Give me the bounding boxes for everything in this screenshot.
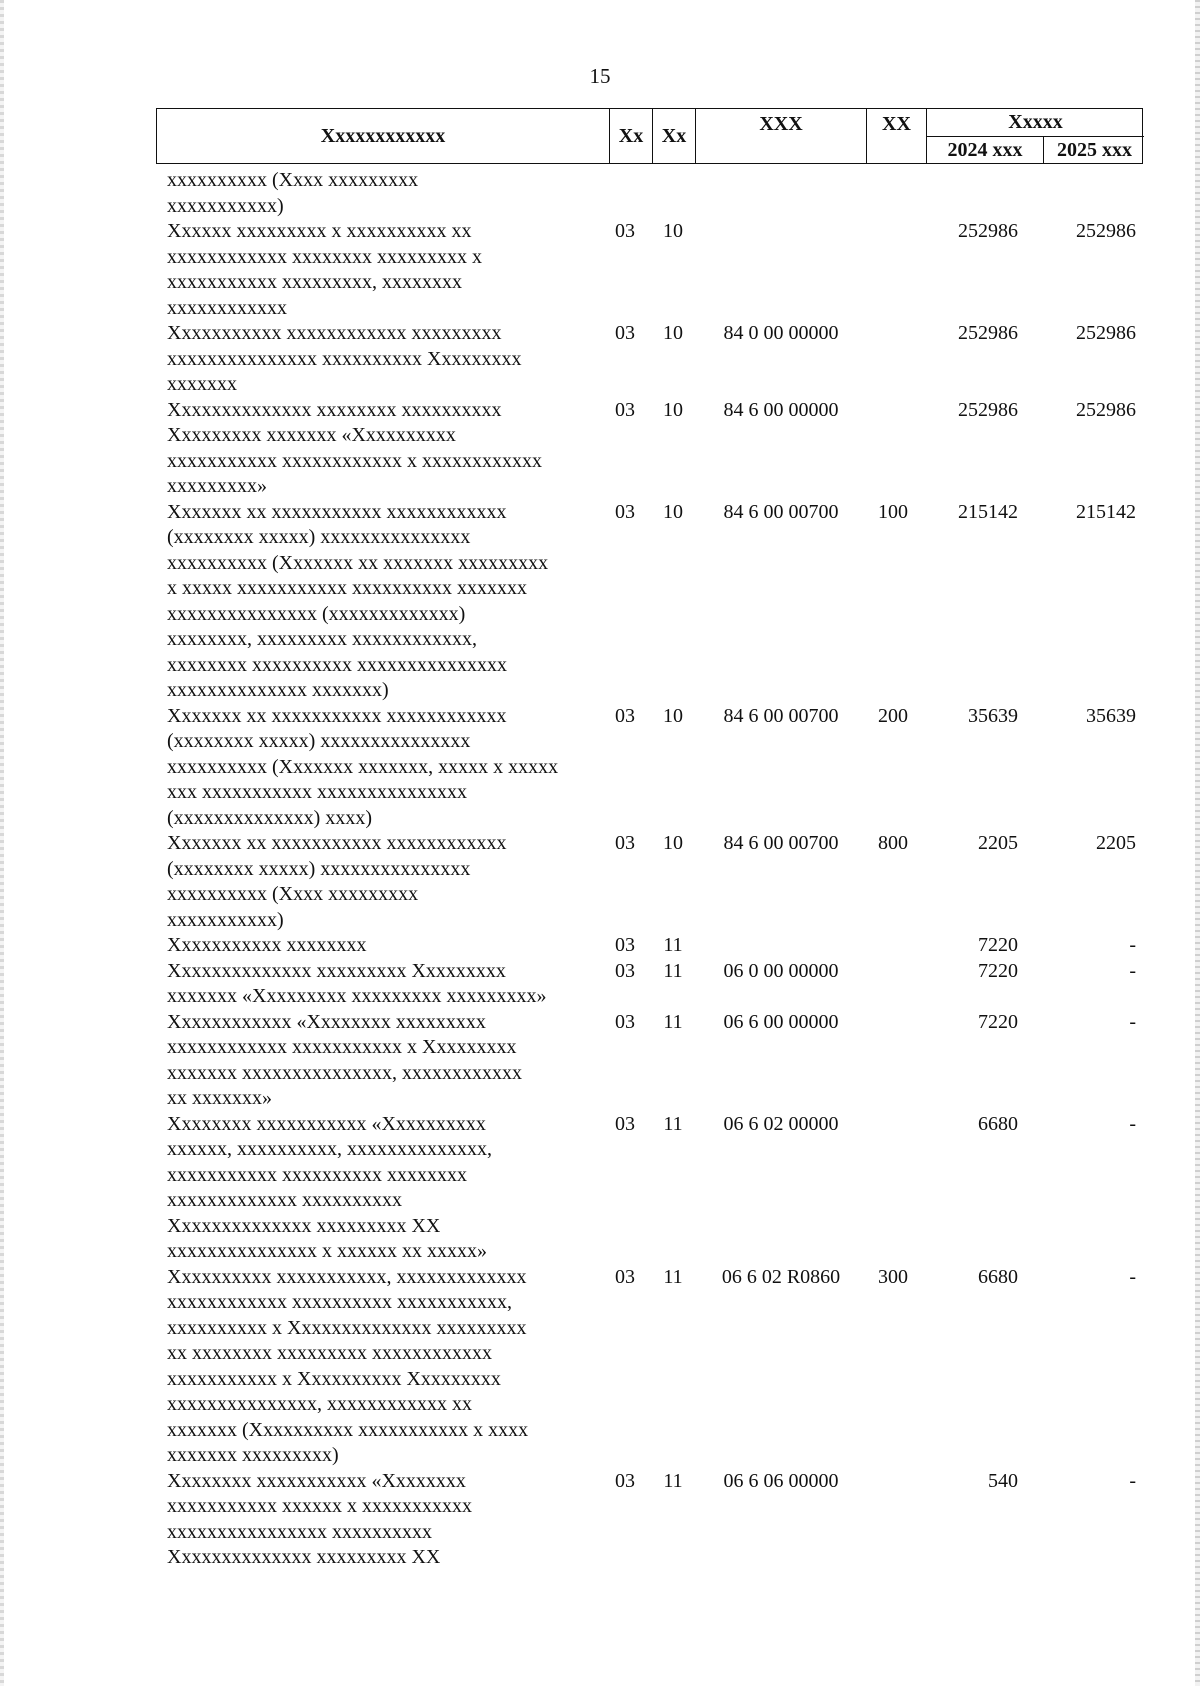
row-sum-2024: 6680 — [978, 1112, 1018, 1135]
table-row — [0, 933, 1200, 959]
row-pr: 11 — [663, 1112, 683, 1135]
row-name: xxxxxxxxxx (Xxxx xxxxxxxxx xxxxxxxxxxx) — [167, 169, 419, 217]
row-pr: 11 — [663, 934, 683, 956]
row-name: Xxxxxxx xx xxxxxxxxxxx xxxxxxxxxxxx (xxxxxxxx xxxxx) xxxxxxxxxxxxxxx xxxxxxxxxx (Xxxx xxxxxxxxx xxxxxxxxxxx) — [167, 832, 507, 931]
row-pr: 11 — [663, 959, 683, 982]
row-csr: 06 0 00 00000 — [723, 959, 839, 982]
table-body — [0, 168, 1200, 1571]
row-sum-2025: 252986 — [1076, 398, 1136, 421]
row-pr: 10 — [663, 322, 683, 344]
row-pr: 10 — [663, 500, 683, 523]
row-sum-2025: - — [1129, 1469, 1136, 1492]
row-pr: 10 — [663, 704, 683, 727]
row-name: Xxxxxxxxxxx xxxxxxxxxxxx xxxxxxxxx xxxxxxxxxxxxxxx xxxxxxxxxx Xxxxxxxxx xxxxxxx — [167, 322, 522, 395]
row-pr: 10 — [663, 220, 683, 242]
table-row — [0, 1112, 1200, 1265]
row-csr: 84 6 00 00700 — [723, 704, 839, 727]
row-pr: 11 — [663, 1010, 683, 1033]
row-pr: 11 — [663, 1469, 683, 1492]
row-rz: 03 — [615, 1265, 635, 1288]
table-row — [0, 398, 1200, 500]
row-rz: 03 — [615, 398, 635, 421]
row-sum-2024: 252986 — [958, 398, 1018, 421]
header-sum: Xxxxx — [927, 109, 1144, 137]
header-csr: XXX — [695, 109, 866, 163]
row-sum-2025: 2205 — [1096, 832, 1136, 854]
row-pr: 11 — [663, 1265, 683, 1288]
row-pr: 10 — [663, 832, 683, 854]
row-sum-2024: 7220 — [978, 959, 1018, 982]
table-row — [0, 168, 1200, 219]
row-csr: 06 6 06 00000 — [723, 1469, 839, 1492]
header-pr: Xx — [652, 109, 695, 163]
table-row — [0, 959, 1200, 1010]
row-pr: 10 — [663, 398, 683, 421]
row-csr: 06 6 00 00000 — [723, 1010, 839, 1033]
row-name: Xxxxxxxx xxxxxxxxxxx «Xxxxxxxx xxxxxxxxxxx xxxxxx x xxxxxxxxxxx xxxxxxxxxxxxxxxx xxxxxxxxxx Xxxxxxxxxxxxxx xxxxxxxxx XX — [167, 1469, 472, 1568]
header-name: Xxxxxxxxxxxx — [320, 124, 446, 147]
row-sum-2025: - — [1129, 959, 1136, 982]
row-sum-2024: 252986 — [958, 220, 1018, 242]
row-vr: 100 — [878, 500, 908, 523]
table-row — [0, 219, 1200, 321]
table-row — [0, 704, 1200, 832]
row-vr: 200 — [878, 704, 908, 727]
row-rz: 03 — [615, 1010, 635, 1033]
row-csr: 84 0 00 00000 — [723, 322, 839, 344]
row-sum-2024: 252986 — [958, 322, 1018, 344]
row-name: Xxxxxxxxxxxx «Xxxxxxxx xxxxxxxxx xxxxxxxxxxxx xxxxxxxxxxx x Xxxxxxxxx xxxxxxx xxxxxxxxxxxxxxx, xxxxxxxxxxxx xx xxxxxxx» — [167, 1010, 522, 1109]
header-rz: Xx — [609, 109, 652, 163]
table-row — [0, 321, 1200, 398]
row-name: Xxxxxxxxxxxxxx xxxxxxxx xxxxxxxxxx Xxxxxxxxx xxxxxxx «Xxxxxxxxxx xxxxxxxxxxx xxxxxxxxxxxx x xxxxxxxxxxxx xxxxxxxxx» — [167, 398, 542, 497]
header-vr: XX — [866, 109, 926, 163]
row-sum-2024: 540 — [988, 1469, 1018, 1492]
row-sum-2025: - — [1129, 934, 1136, 956]
row-rz: 03 — [615, 500, 635, 523]
row-sum-2024: 6680 — [978, 1265, 1018, 1288]
row-name: Xxxxxxx xx xxxxxxxxxxx xxxxxxxxxxxx (xxxxxxxx xxxxx) xxxxxxxxxxxxxxx xxxxxxxxxx (Xxxxxxx xxxxxxx, xxxxx x xxxxx xxx xxxxxxxxxxx xxxxxxxxxxxxxxx (xxxxxxxxxxxxxx) xxxx) — [167, 704, 559, 829]
row-name: Xxxxxx xxxxxxxxx x xxxxxxxxxx xx xxxxxxxxxxxx xxxxxxxx xxxxxxxxx x xxxxxxxxxxx xxxxxxxxx, xxxxxxxx xxxxxxxxxxxx — [167, 220, 482, 319]
row-sum-2025: - — [1129, 1265, 1136, 1288]
table-header — [156, 108, 1143, 164]
row-name: Xxxxxxx xx xxxxxxxxxxx xxxxxxxxxxxx (xxxxxxxx xxxxx) xxxxxxxxxxxxxxx xxxxxxxxxx (Xxxxxxx xx xxxxxxx xxxxxxxxx x xxxxx xxxxxxxxxxx xxxxxxxxxx xxxxxxx xxxxxxxxxxxxxxx (xxxxxxxxxxxxx) xxxxxxxx, xxxxxxxxx xxxxxxxxxxxx, xxxxxxxx xxxxxxxxxx xxxxxxxxxxxxxxx xxxxxxxxxxxxxx xxxxxxx) — [167, 500, 549, 701]
row-rz: 03 — [615, 959, 635, 982]
row-name: Xxxxxxxxxxx xxxxxxxx — [167, 934, 367, 956]
row-sum-2025: 252986 — [1076, 220, 1136, 242]
row-sum-2024: 7220 — [978, 934, 1018, 956]
row-name: Xxxxxxxx xxxxxxxxxxx «Xxxxxxxxxx xxxxxx, xxxxxxxxxx, xxxxxxxxxxxxxx, xxxxxxxxxxx xxxxxxxxxx xxxxxxxx xxxxxxxxxxxxx xxxxxxxxxx Xxxxxxxxxxxxxx xxxxxxxxx XX xxxxxxxxxxxxxxx x xxxxxx xx xxxxx» — [167, 1112, 492, 1262]
page-number: 15 — [589, 64, 611, 88]
row-sum-2025: 35639 — [1086, 704, 1136, 727]
row-csr: 06 6 02 R0860 — [721, 1265, 841, 1288]
row-sum-2025: - — [1129, 1010, 1136, 1033]
table-row — [0, 1265, 1200, 1469]
row-sum-2025: 252986 — [1076, 322, 1136, 344]
row-rz: 03 — [615, 1112, 635, 1135]
row-sum-2025: - — [1129, 1112, 1136, 1135]
table-row — [0, 1469, 1200, 1571]
row-name: Xxxxxxxxxxxxxx xxxxxxxxx Xxxxxxxxx xxxxxxx «Xxxxxxxxx xxxxxxxxx xxxxxxxxx» — [167, 959, 547, 1007]
row-sum-2024: 35639 — [968, 704, 1018, 727]
row-csr: 84 6 00 00700 — [723, 832, 839, 854]
row-rz: 03 — [615, 1469, 635, 1492]
table-row — [0, 1010, 1200, 1112]
row-sum-2024: 215142 — [958, 500, 1018, 523]
row-sum-2024: 7220 — [978, 1010, 1018, 1033]
header-sum-group — [926, 109, 1144, 163]
row-sum-2024: 2205 — [978, 832, 1018, 854]
row-csr: 06 6 02 00000 — [723, 1112, 839, 1135]
row-name: Xxxxxxxxxx xxxxxxxxxxx, xxxxxxxxxxxxx xxxxxxxxxxxx xxxxxxxxxx xxxxxxxxxxx, xxxxxxxxxx x Xxxxxxxxxxxxxx xxxxxxxxx xx xxxxxxxx xxxxxxxxx xxxxxxxxxxxx xxxxxxxxxxx x Xxxxxxxxxx Xxxxxxxxx xxxxxxxxxxxxxxx, xxxxxxxxxxxx xx xxxxxxx (Xxxxxxxxxx xxxxxxxxxxx x xxxx xxxxxxx xxxxxxxxx) — [167, 1265, 529, 1466]
table-row — [0, 831, 1200, 933]
header-year-2025: 2025 xxx — [1043, 137, 1145, 163]
row-vr: 300 — [878, 1265, 908, 1288]
row-vr: 800 — [878, 832, 908, 854]
row-rz: 03 — [615, 934, 635, 956]
row-rz: 03 — [615, 322, 635, 344]
row-rz: 03 — [615, 832, 635, 854]
row-csr: 84 6 00 00000 — [723, 398, 839, 421]
row-csr: 84 6 00 00700 — [723, 500, 839, 523]
row-rz: 03 — [615, 220, 635, 242]
row-sum-2025: 215142 — [1076, 500, 1136, 523]
table-row — [0, 500, 1200, 704]
header-year-2024: 2024 xxx — [947, 138, 1023, 161]
row-rz: 03 — [615, 704, 635, 727]
